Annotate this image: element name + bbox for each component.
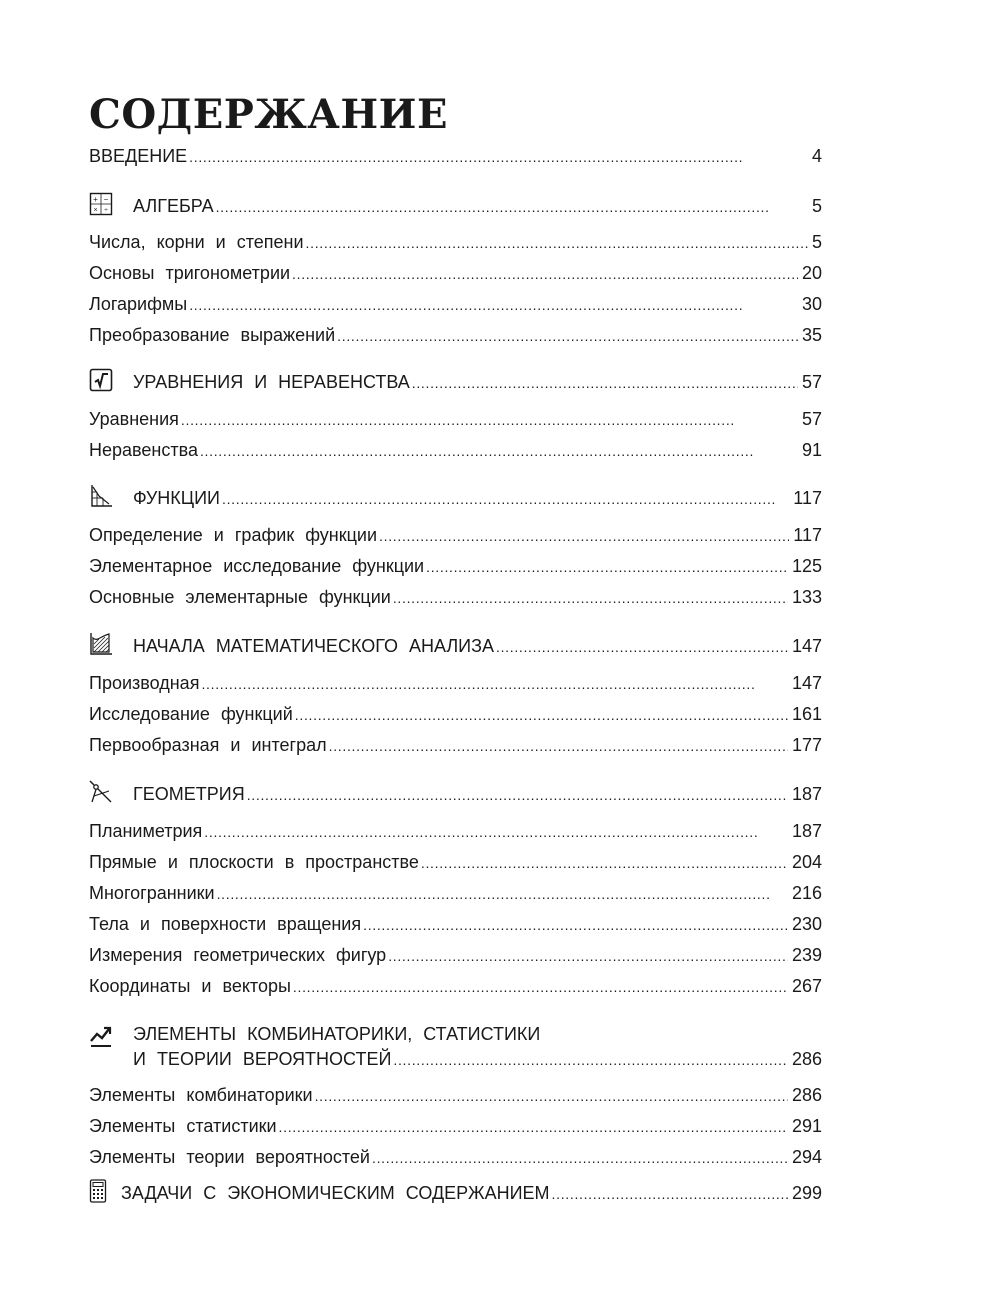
toc-entry[interactable] (89, 439, 822, 461)
toc-entry[interactable] (89, 408, 822, 430)
toc-entry-label: Координаты и векторы (89, 976, 291, 996)
toc-page-number: 187 (791, 821, 822, 841)
toc-section-geometry[interactable] (89, 783, 822, 805)
toc-page-number: 57 (801, 372, 822, 392)
toc-entry[interactable] (89, 555, 822, 577)
toc-page-number: 147 (791, 673, 822, 693)
toc-entry[interactable] (89, 975, 822, 997)
toc-page-number: 35 (801, 325, 822, 345)
toc-entry[interactable] (89, 586, 822, 608)
toc-page-number: 239 (791, 945, 822, 965)
toc-entry-label: Элементы статистики (89, 1116, 277, 1136)
toc-page-number: 177 (791, 735, 822, 755)
toc-entry-label: Тела и поверхности вращения (89, 914, 362, 934)
toc-entry-label: Производная (89, 673, 200, 693)
toc-page-number: 286 (791, 1049, 822, 1069)
toc-section-equations[interactable] (89, 371, 822, 393)
svg-text:÷: ÷ (104, 207, 108, 214)
leader-dots (421, 852, 788, 874)
toc-entry[interactable] (89, 703, 822, 725)
toc-entry-label: ВВЕДЕНИЕ (89, 146, 188, 166)
toc-section-algebra[interactable] (89, 195, 822, 217)
toc-section-label: ФУНКЦИИ (133, 488, 220, 508)
toc-entry-label: Основы тригонометрии (89, 263, 291, 283)
toc-entry[interactable] (89, 231, 822, 253)
toc-entry-intro[interactable] (89, 145, 822, 167)
table-of-contents (89, 91, 822, 1204)
toc-page-number: 204 (791, 852, 822, 872)
leader-dots (292, 263, 798, 285)
toc-section-analysis[interactable] (89, 635, 822, 657)
toc-page-number: 216 (791, 883, 822, 903)
toc-entry[interactable] (89, 324, 822, 346)
leader-dots (426, 556, 788, 578)
svg-text:+: + (93, 195, 98, 204)
toc-page-number: 286 (791, 1085, 822, 1105)
toc-page-number: 57 (801, 409, 822, 429)
svg-text:−: − (103, 195, 109, 204)
toc-entry-label: Числа, корни и степени (89, 232, 304, 252)
leader-dots (222, 488, 789, 510)
toc-page-number: 125 (791, 556, 822, 576)
toc-page-number: 5 (811, 232, 822, 252)
svg-text:×: × (93, 207, 98, 214)
toc-entry-label: Многогранники (89, 883, 215, 903)
arithmetic-icon (89, 192, 113, 216)
toc-page-number: 4 (811, 146, 822, 166)
toc-entry-label: Преобразование выражений (89, 325, 336, 345)
toc-entry-label: Элементарное исследование функции (89, 556, 425, 576)
toc-section-label-line1: ЭЛЕМЕНТЫ КОМБИНАТОРИКИ, СТАТИСТИКИ (133, 1024, 541, 1044)
toc-page-number: 133 (791, 587, 822, 607)
toc-section-label: И ТЕОРИИ ВЕРОЯТНОСТЕЙ (133, 1049, 392, 1069)
toc-section-label: ЗАДАЧИ С ЭКОНОМИЧЕСКИМ СОДЕРЖАНИЕМ (121, 1183, 550, 1203)
toc-entry[interactable] (89, 293, 822, 315)
toc-entry-label: Измерения геометрических фигур (89, 945, 387, 965)
toc-page-number: 117 (793, 488, 822, 508)
square-root-icon (89, 368, 113, 392)
toc-entry-label: Основные элементарные функции (89, 587, 391, 607)
toc-section-label: АЛГЕБРА (133, 196, 214, 216)
toc-section-label: УРАВНЕНИЯ И НЕРАВЕНСТВА (133, 372, 410, 392)
page-title: СОДЕРЖАНИЕ (89, 91, 448, 138)
leader-dots (217, 883, 788, 905)
leader-dots (189, 146, 808, 168)
toc-entry[interactable] (89, 1084, 822, 1106)
toc-entry-label: Элементы теории вероятностей (89, 1147, 370, 1167)
toc-page-number: 230 (791, 914, 822, 934)
leader-dots (293, 976, 788, 998)
toc-entry[interactable] (89, 820, 822, 842)
toc-entry[interactable] (89, 262, 822, 284)
compass-icon (89, 780, 113, 804)
leader-dots (388, 945, 788, 967)
toc-entry-label: Логарифмы (89, 294, 188, 314)
toc-section-label: ГЕОМЕТРИЯ (133, 784, 245, 804)
toc-entry-label: Первообразная и интеграл (89, 735, 327, 755)
toc-entry[interactable] (89, 913, 822, 935)
toc-entry[interactable] (89, 1115, 822, 1137)
toc-entry-label: Элементы комбинаторики (89, 1085, 313, 1105)
toc-entry[interactable] (89, 851, 822, 873)
toc-page-number: 267 (791, 976, 822, 996)
toc-page-number: 187 (791, 784, 822, 804)
leader-dots (279, 1116, 788, 1138)
leader-dots (189, 294, 798, 316)
toc-section-label-line2 (133, 1048, 822, 1070)
leader-dots (295, 704, 788, 726)
toc-entry-label: Прямые и плоскости в пространстве (89, 852, 419, 872)
leader-dots (216, 196, 808, 218)
toc-page-number: 30 (801, 294, 822, 314)
toc-page-number: 147 (791, 636, 822, 656)
function-graph-icon (89, 484, 113, 508)
trend-chart-icon (89, 1024, 113, 1048)
toc-section-economics[interactable] (89, 1182, 822, 1204)
toc-entry-label: Планиметрия (89, 821, 203, 841)
calculator-icon (89, 1179, 107, 1203)
leader-dots (363, 914, 788, 936)
toc-entry[interactable] (89, 882, 822, 904)
toc-entry-label: Исследование функций (89, 704, 293, 724)
leader-dots (306, 232, 808, 254)
leader-dots (379, 525, 789, 547)
toc-section-combinatorics[interactable] (89, 1023, 822, 1071)
toc-entry[interactable] (89, 524, 822, 546)
leader-dots (181, 409, 798, 431)
toc-page-number: 117 (793, 525, 822, 545)
toc-entry[interactable] (89, 1146, 822, 1168)
toc-entry-label: Уравнения (89, 409, 179, 429)
leader-dots (337, 325, 798, 347)
toc-page-number: 294 (791, 1147, 822, 1167)
toc-page-number: 91 (801, 440, 822, 460)
toc-section-label: НАЧАЛА МАТЕМАТИЧЕСКОГО АНАЛИЗА (133, 636, 494, 656)
leader-dots (204, 821, 788, 843)
toc-entry-label: Определение и график функции (89, 525, 378, 545)
leader-dots (247, 784, 788, 806)
toc-page-number: 299 (791, 1183, 822, 1203)
toc-page-number: 291 (791, 1116, 822, 1136)
toc-page-number: 20 (801, 263, 822, 283)
toc-entry[interactable] (89, 944, 822, 966)
leader-dots (496, 636, 788, 658)
integral-area-icon (89, 632, 113, 656)
toc-entry[interactable] (89, 734, 822, 756)
leader-dots (552, 1183, 788, 1205)
toc-entry[interactable] (89, 672, 822, 694)
toc-page-number: 5 (811, 196, 822, 216)
leader-dots (412, 372, 798, 394)
toc-section-functions[interactable] (89, 487, 822, 509)
leader-dots (372, 1147, 788, 1169)
toc-page-number: 161 (791, 704, 822, 724)
leader-dots (393, 587, 788, 609)
leader-dots (200, 440, 798, 462)
leader-dots (201, 673, 788, 695)
leader-dots (315, 1085, 788, 1107)
toc-entry-label: Неравенства (89, 440, 198, 460)
leader-dots (329, 735, 788, 757)
leader-dots (393, 1049, 788, 1071)
